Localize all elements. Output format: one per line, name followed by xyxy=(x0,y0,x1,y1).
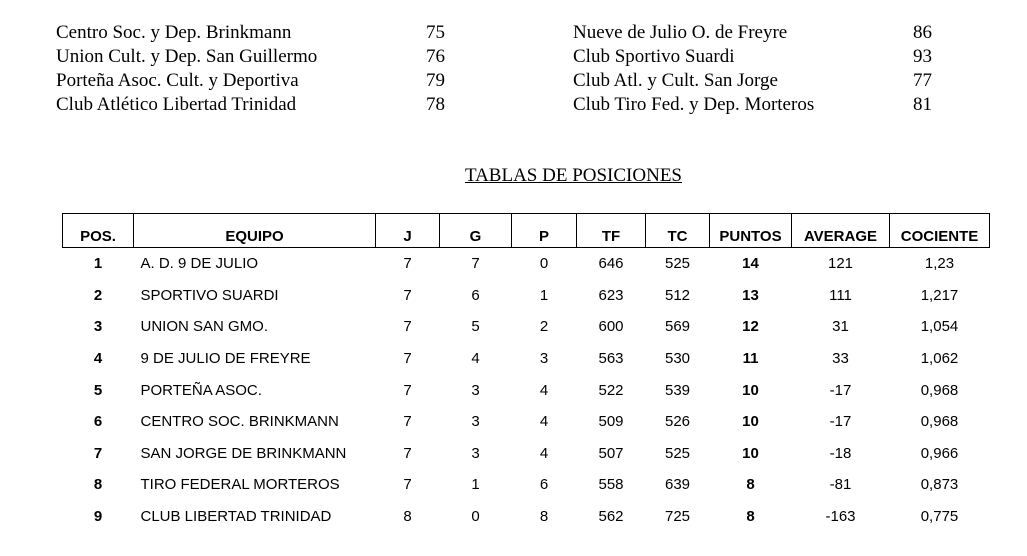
result-team: Club Atlético Libertad Trinidad xyxy=(56,94,297,115)
cell-tf: 562 xyxy=(598,508,624,526)
result-row xyxy=(573,93,973,117)
cell-p: 6 xyxy=(539,476,549,494)
cell-pos: 9 xyxy=(93,508,103,526)
table-row xyxy=(63,406,990,438)
result-row xyxy=(56,45,456,69)
result-score: 93 xyxy=(913,46,932,67)
cell-team: TIRO FEDERAL MORTEROS xyxy=(140,476,340,494)
cell-g: 5 xyxy=(471,318,480,336)
header-j: J xyxy=(376,214,440,248)
table-row xyxy=(63,248,990,280)
cell-g: 3 xyxy=(471,413,480,431)
cell-j: 7 xyxy=(403,476,412,494)
cell-cociente: 0,968 xyxy=(920,381,959,399)
result-team: Union Cult. y Dep. San Guillermo xyxy=(56,46,318,67)
cell-g: 4 xyxy=(471,350,480,368)
cell-j: 7 xyxy=(403,350,412,368)
result-score: 77 xyxy=(913,70,932,91)
cell-cociente: 1,23 xyxy=(924,255,955,273)
result-row xyxy=(56,21,456,45)
cell-g: 1 xyxy=(471,476,480,494)
cell-cociente: 1,217 xyxy=(920,286,959,304)
table-row xyxy=(63,374,990,406)
cell-g: 7 xyxy=(471,255,480,273)
header-tf: TF xyxy=(577,214,646,248)
cell-tc: 569 xyxy=(664,318,691,336)
cell-pos: 8 xyxy=(93,476,103,494)
cell-tf: 646 xyxy=(598,255,624,273)
cell-pos: 2 xyxy=(93,286,103,304)
cell-pts: 10 xyxy=(742,413,759,431)
header-g: G xyxy=(440,214,512,248)
cell-tf: 600 xyxy=(598,318,624,336)
result-score: 75 xyxy=(426,22,445,43)
cell-tc: 525 xyxy=(664,255,691,273)
cell-pts: 8 xyxy=(746,508,755,526)
result-team: Club Sportivo Suardi xyxy=(573,46,735,67)
standings-title: TABLAS DE POSICIONES xyxy=(465,165,682,186)
cell-j: 7 xyxy=(403,381,412,399)
cell-average: 31 xyxy=(832,318,849,336)
table-row xyxy=(63,280,990,312)
cell-tf: 623 xyxy=(598,286,624,304)
result-score: 81 xyxy=(913,94,932,115)
cell-pts: 8 xyxy=(746,476,755,494)
cell-tf: 563 xyxy=(598,350,624,368)
standings-table xyxy=(62,213,990,532)
result-team: Club Atl. y Cult. San Jorge xyxy=(573,70,778,91)
cell-p: 1 xyxy=(539,286,549,304)
cell-p: 2 xyxy=(539,318,549,336)
cell-pos: 6 xyxy=(93,413,103,431)
cell-pos: 7 xyxy=(93,444,103,462)
results-right-column xyxy=(573,21,973,117)
result-score: 86 xyxy=(913,22,932,43)
cell-pts: 10 xyxy=(742,381,759,399)
cell-tc: 539 xyxy=(664,381,691,399)
cell-pos: 5 xyxy=(93,381,103,399)
cell-tf: 507 xyxy=(598,444,624,462)
table-row xyxy=(63,438,990,470)
cell-cociente: 0,966 xyxy=(920,444,959,462)
cell-tc: 530 xyxy=(664,350,691,368)
cell-j: 8 xyxy=(403,508,412,526)
cell-average: -17 xyxy=(829,381,852,399)
cell-average: -18 xyxy=(829,444,852,462)
cell-pts: 10 xyxy=(742,444,759,462)
cell-average: -81 xyxy=(829,476,852,494)
table-row xyxy=(63,311,990,343)
result-score: 76 xyxy=(426,46,445,67)
cell-team: UNION SAN GMO. xyxy=(140,318,269,336)
cell-j: 7 xyxy=(403,444,412,462)
cell-tc: 639 xyxy=(664,476,691,494)
cell-p: 4 xyxy=(539,413,549,431)
standings-body xyxy=(63,248,990,533)
cell-p: 4 xyxy=(539,444,549,462)
cell-p: 4 xyxy=(539,381,549,399)
cell-team: SAN JORGE DE BRINKMANN xyxy=(140,444,347,462)
cell-cociente: 0,873 xyxy=(920,476,959,494)
cell-pts: 11 xyxy=(742,350,759,368)
cell-g: 6 xyxy=(471,286,480,304)
result-score: 78 xyxy=(426,94,445,115)
standings-header-row xyxy=(63,214,990,248)
cell-team: PORTEÑA ASOC. xyxy=(140,381,262,399)
cell-pts: 14 xyxy=(742,255,759,273)
cell-tc: 526 xyxy=(664,413,691,431)
cell-cociente: 1,054 xyxy=(920,318,959,336)
result-team: Club Tiro Fed. y Dep. Morteros xyxy=(573,94,815,115)
cell-team: A. D. 9 DE JULIO xyxy=(140,255,259,273)
cell-average: 33 xyxy=(832,350,849,368)
header-team: EQUIPO xyxy=(134,214,376,248)
cell-average: -17 xyxy=(829,413,852,431)
cell-pos: 3 xyxy=(93,318,103,336)
table-row xyxy=(63,501,990,533)
result-row xyxy=(573,21,973,45)
result-team: Porteña Asoc. Cult. y Deportiva xyxy=(56,70,299,91)
cell-pts: 13 xyxy=(742,286,759,304)
cell-j: 7 xyxy=(403,318,412,336)
cell-cociente: 1,062 xyxy=(920,350,959,368)
result-team: Nueve de Julio O. de Freyre xyxy=(573,22,788,43)
cell-j: 7 xyxy=(403,286,412,304)
cell-team: CLUB LIBERTAD TRINIDAD xyxy=(140,508,332,526)
header-pos: POS. xyxy=(63,214,134,248)
header-p: P xyxy=(512,214,577,248)
result-row xyxy=(56,69,456,93)
cell-pos: 4 xyxy=(93,350,103,368)
cell-p: 8 xyxy=(539,508,549,526)
cell-j: 7 xyxy=(403,255,412,273)
cell-average: -163 xyxy=(825,508,856,526)
cell-cociente: 0,775 xyxy=(920,508,959,526)
cell-tc: 512 xyxy=(664,286,691,304)
cell-cociente: 0,968 xyxy=(920,413,959,431)
cell-tf: 522 xyxy=(598,381,624,399)
result-team: Centro Soc. y Dep. Brinkmann xyxy=(56,22,292,43)
cell-g: 3 xyxy=(471,444,480,462)
cell-tf: 558 xyxy=(598,476,624,494)
header-cociente: COCIENTE xyxy=(890,214,990,248)
cell-average: 111 xyxy=(829,286,852,304)
cell-g: 0 xyxy=(471,508,480,526)
cell-average: 121 xyxy=(827,255,854,273)
cell-pos: 1 xyxy=(93,255,103,273)
cell-tc: 725 xyxy=(664,508,691,526)
cell-j: 7 xyxy=(403,413,412,431)
results-left-column xyxy=(56,21,456,117)
cell-pts: 12 xyxy=(742,318,759,336)
header-tc: TC xyxy=(646,214,710,248)
cell-team: CENTRO SOC. BRINKMANN xyxy=(140,413,339,431)
result-row xyxy=(573,69,973,93)
header-pts: PUNTOS xyxy=(710,214,792,248)
result-row xyxy=(573,45,973,69)
cell-team: SPORTIVO SUARDI xyxy=(140,286,279,304)
cell-p: 3 xyxy=(539,350,549,368)
header-average: AVERAGE xyxy=(792,214,890,248)
table-row xyxy=(63,469,990,501)
cell-tf: 509 xyxy=(598,413,624,431)
result-row xyxy=(56,93,456,117)
result-score: 79 xyxy=(426,70,445,91)
cell-team: 9 DE JULIO DE FREYRE xyxy=(140,350,311,368)
cell-p: 0 xyxy=(539,255,549,273)
cell-g: 3 xyxy=(471,381,480,399)
table-row xyxy=(63,343,990,375)
cell-tc: 525 xyxy=(664,444,691,462)
